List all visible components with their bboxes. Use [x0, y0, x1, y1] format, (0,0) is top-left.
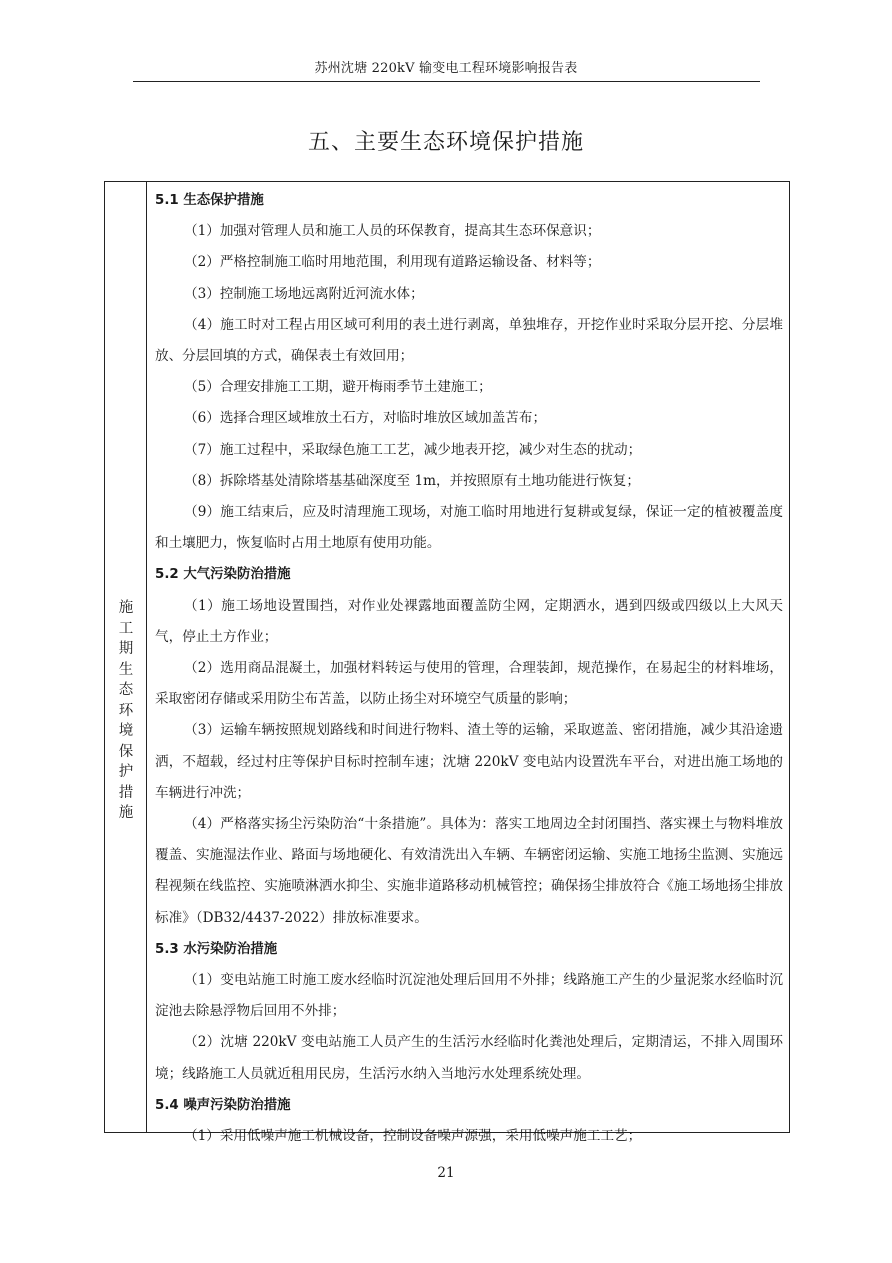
page-number: 21 — [437, 1165, 455, 1181]
row-label-char: 施 — [118, 600, 134, 616]
row-label-char: 生 — [118, 661, 134, 678]
measure-item: （9）施工结束后，应及时清理施工现场，对施工临时用地进行复耕或复绿，保证一定的植被覆盖度和土壤肥力，恢复临时占用土地原有使用功能。 — [155, 504, 783, 552]
measure-item: （2）选用商品混凝土，加强材料转运与使用的管理，合理装卸，规范操作，在易起尘的材料堆场，采取密闭存储或采用防尘布苫盖，以防止扬尘对环境空气质量的影响； — [155, 660, 783, 708]
measure-item: （7）施工过程中，采取绿色施工工艺，减少地表开挖，减少对生态的扰动； — [184, 441, 642, 458]
section-heading: 5.3 水污染防治措施 — [155, 941, 278, 957]
row-label-char: 施 — [118, 805, 134, 821]
running-header: 苏州沈塘 220kV 输变电工程环境影响报告表 — [314, 61, 578, 76]
row-label-char: 态 — [118, 682, 134, 698]
measure-item: （3）运输车辆按照规划路线和时间进行物料、渣土等的运输，采取遮盖、密闭措施，减少其沿途遗洒，不超载，经过村庄等保护目标时控制车速；沈塘 220kV 变电站内设置洗车平台，对进出施工场地的车辆进行冲洗； — [155, 722, 783, 801]
row-label-char: 护 — [118, 764, 134, 780]
header-rule — [133, 81, 760, 82]
row-label-char: 期 — [118, 641, 134, 657]
measure-item: （4）严格落实扬尘污染防治“十条措施”。具体为：落实工地周边全封闭围挡、落实裸土与物料堆放覆盖、实施湿法作业、路面与场地硬化、有效清洗出入车辆、车辆密闭运输、实施工地扬尘监测、实施远程视频在线监控、实施喷淋洒水抑尘、实施非道路移动机械管控；确保扬尘排放符合《施工场地扬尘排放标准》（DB32/4437-2022）排放标准要求。 — [155, 816, 783, 926]
measure-item: （5）合理安排施工工期，避开梅雨季节土建施工； — [184, 379, 492, 396]
measure-item: （1）加强对管理人员和施工人员的环保教育，提高其生态环保意识； — [184, 223, 601, 240]
measure-item: （4）施工时对工程占用区域可利用的表土进行剥离，单独堆存，开挖作业时采取分层开挖、分层堆放、分层回填的方式，确保表土有效回用； — [155, 316, 783, 365]
measure-item: （1）施工场地设置围挡，对作业处裸露地面覆盖防尘网，定期洒水，遇到四级或四级以上大风天气，停止土方作业； — [155, 597, 783, 645]
section-heading: 5.2 大气污染防治措施 — [155, 567, 291, 583]
measures-table — [104, 181, 790, 1145]
measure-item: （1）变电站施工时施工废水经临时沉淀池处理后回用不外排；线路施工产生的少量泥浆水经临时沉淀池去除悬浮物后回用不外排； — [155, 972, 783, 1020]
row-label-char: 工 — [118, 620, 134, 637]
section-title: 五、主要生态环境保护措施 — [307, 130, 584, 155]
measure-item: （3）控制施工场地远离附近河流水体； — [184, 285, 424, 302]
measure-item: （2）沈塘 220kV 变电站施工人员产生的生活污水经临时化粪池处理后，定期清运，不排入周围环境；线路施工人员就近租用民房，生活污水纳入当地污水处理系统处理。 — [155, 1034, 783, 1082]
row-label — [105, 598, 147, 824]
row-label-char: 境 — [118, 723, 134, 739]
section-heading: 5.1 生态保护措施 — [155, 193, 264, 208]
section-heading: 5.4 噪声污染防治措施 — [155, 1097, 291, 1113]
row-label-char: 环 — [118, 702, 134, 719]
measure-item: （2）严格控制施工临时用地范围，利用现有道路运输设备、材料等； — [184, 254, 601, 271]
row-label-char: 措 — [118, 784, 134, 801]
measure-item: （8）拆除塔基处清除塔基基础深度至 1m，并按照原有土地功能进行恢复； — [184, 472, 640, 489]
row-label-cell — [105, 182, 147, 1132]
measure-item: （1）采用低噪声施工机械设备，控制设备噪声源强，采用低噪声施工工艺； — [184, 1128, 642, 1145]
row-label-char: 保 — [118, 743, 134, 760]
measure-item: （6）选择合理区域堆放土石方，对临时堆放区域加盖苫布； — [184, 410, 547, 427]
measures-content-cell — [155, 185, 783, 1152]
